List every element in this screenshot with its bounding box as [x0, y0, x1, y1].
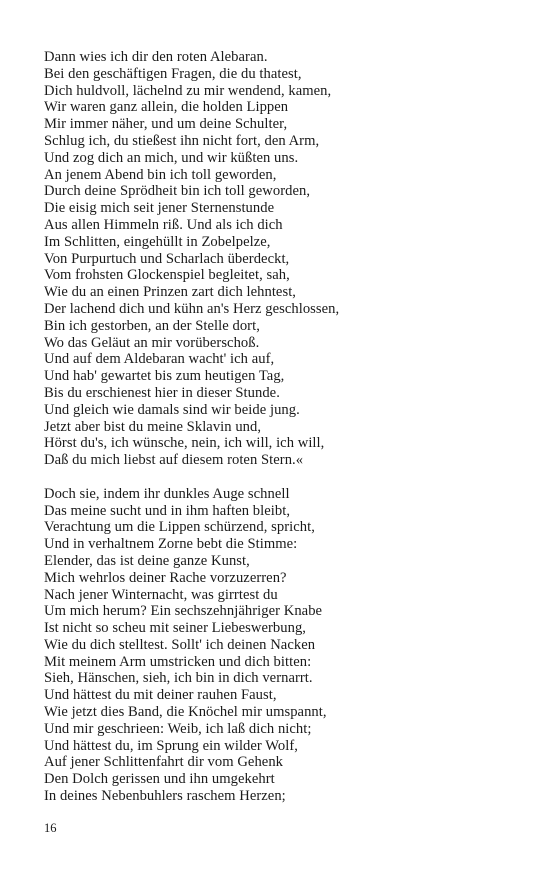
poem-line: Auf jener Schlittenfahrt dir vom Gehenk	[44, 754, 284, 771]
poem-line: Mich wehrlos deiner Rache vorzuzerren?	[44, 569, 287, 586]
poem-line: Ist nicht so scheu mit seiner Liebeswerbung,	[44, 620, 306, 637]
poem-line: Die eisig mich seit jener Sternenstunde	[44, 200, 275, 217]
poem-line: Und gleich wie damals sind wir beide jung.	[44, 401, 300, 418]
poem-line: Und mir geschrieen: Weib, ich laß dich nicht;	[44, 720, 312, 737]
poem-line: Und hättest du, im Sprung ein wilder Wolf,	[44, 737, 298, 754]
poem-line: Nach jener Winternacht, was girrtest du	[44, 586, 278, 603]
poem-line: Um mich herum? Ein sechszehnjähriger Knabe	[44, 603, 323, 620]
poem-line: Schlug ich, du stießest ihn nicht fort, den Arm,	[44, 132, 320, 149]
poem-line: Jetzt aber bist du meine Sklavin und,	[44, 418, 262, 435]
poem-line: Dich huldvoll, lächelnd zu mir wendend, kamen,	[44, 82, 332, 99]
poem-line: Und auf dem Aldebaran wacht' ich auf,	[44, 351, 275, 368]
poem-line: Und in verhaltnem Zorne bebt die Stimme:	[44, 536, 298, 553]
poem-text	[44, 49, 524, 805]
poem-line: In deines Nebenbuhlers raschem Herzen;	[44, 788, 286, 805]
poem-line: Von Purpurtuch und Scharlach überdeckt,	[44, 250, 290, 267]
poem-line: Der lachend dich und kühn an's Herz geschlossen,	[44, 300, 340, 317]
poem-line: Hörst du's, ich wünsche, nein, ich will, ich will,	[44, 435, 325, 452]
poem-line: Und zog dich an mich, und wir küßten uns.	[44, 149, 299, 166]
stanza-2	[44, 486, 524, 805]
poem-line: Dann wies ich dir den roten Alebaran.	[44, 49, 268, 65]
poem-line: Wo das Geläut an mir vorüberschoß.	[44, 334, 260, 351]
poem-line: Bin ich gestorben, an der Stelle dort,	[44, 317, 260, 334]
page-number: 16	[44, 821, 57, 835]
poem-line: Durch deine Sprödheit bin ich toll geworden,	[44, 183, 311, 200]
poem-line: Wie du an einen Prinzen zart dich lehntest,	[44, 284, 296, 301]
poem-line: Daß du mich liebst auf diesem roten Stern.«	[44, 452, 304, 469]
poem-line: Wie du dich stelltest. Sollt' ich deinen Nacken	[44, 636, 316, 653]
poem-line: An jenem Abend bin ich toll geworden,	[44, 166, 277, 183]
stanza-1	[44, 49, 524, 469]
poem-line: Mit meinem Arm umstricken und dich bitten:	[44, 653, 312, 670]
poem-line: Mir immer näher, und um deine Schulter,	[44, 116, 288, 133]
poem-line: Das meine sucht und in ihm haften bleibt,	[44, 502, 291, 519]
poem-line: Und hab' gewartet bis zum heutigen Tag,	[44, 368, 285, 385]
poem-line: Wir waren ganz allein, die holden Lippen	[44, 99, 289, 116]
poem-line: Sieh, Hänschen, sieh, ich bin in dich vernarrt.	[44, 670, 313, 687]
poem-line: Den Dolch gerissen und ihn umgekehrt	[44, 771, 275, 788]
poem-line: Bei den geschäftigen Fragen, die du thatest,	[44, 65, 302, 82]
poem-line: Bis du erschienest hier in dieser Stunde.	[44, 384, 280, 401]
poem-line: Wie jetzt dies Band, die Knöchel mir umspannt,	[44, 704, 327, 721]
poem-line: Elender, das ist deine ganze Kunst,	[44, 552, 250, 569]
poem-line: Verachtung um die Lippen schürzend, spricht,	[44, 519, 315, 536]
poem-line: Doch sie, indem ihr dunkles Auge schnell	[44, 485, 290, 502]
poem-line: Vom frohsten Glockenspiel begleitet, sah,	[44, 267, 290, 284]
poem-line: Aus allen Himmeln riß. Und als ich dich	[44, 216, 283, 233]
poem-line: Und hättest du mit deiner rauhen Faust,	[44, 687, 277, 704]
poem-line: Im Schlitten, eingehüllt in Zobelpelze,	[44, 233, 271, 250]
